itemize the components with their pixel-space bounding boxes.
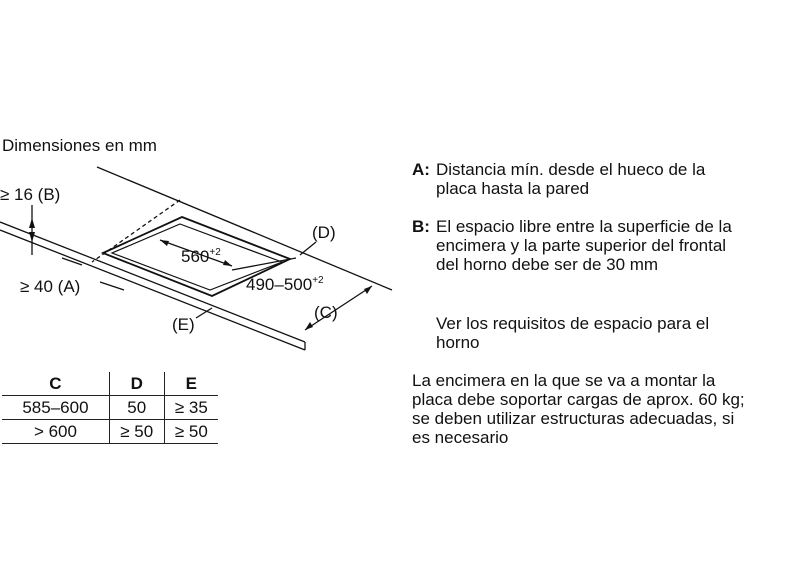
dim-a-tick-right [100, 282, 124, 290]
note-load-line: es necesario [412, 428, 509, 447]
table-row [2, 396, 218, 420]
dim-560-arrow-left [160, 240, 169, 246]
label-d: (D) [312, 223, 336, 242]
note-load-line: La encimera en la que se va a montar la [412, 371, 716, 390]
label-c: (C) [314, 303, 338, 322]
table-header-d: D [109, 372, 164, 396]
table-cell: 585–600 [2, 396, 109, 420]
label-b: ≥ 16 (B) [0, 185, 61, 204]
note-b-line: del horno debe ser de 30 mm [436, 255, 659, 274]
note-a-key: A: [412, 160, 430, 179]
note-b-key: B: [412, 217, 430, 236]
cutout-diagram [0, 0, 420, 360]
note-load-line: placa debe soportar cargas de aprox. 60 kg; [412, 390, 745, 409]
dimension-table [2, 372, 218, 444]
worktop-back-edge [97, 167, 392, 290]
table-header-row [2, 372, 218, 396]
dim-c-arrow-left [305, 322, 313, 330]
note-b-line: El espacio libre entre la superficie de la [436, 217, 732, 236]
note-load-line: se deben utilizar estructuras adecuadas, si [412, 409, 735, 428]
table-header-c: C [2, 372, 109, 396]
note-load [412, 371, 745, 447]
label-a: ≥ 40 (A) [20, 277, 81, 296]
dim-490-line [232, 258, 296, 270]
dim-b-arrow-bottom [29, 232, 35, 242]
table-cell: ≥ 50 [164, 420, 218, 444]
table-cell: ≥ 35 [164, 396, 218, 420]
note-a [412, 160, 705, 198]
label-cutout-depth: $490-500^{+2}$ [246, 275, 324, 294]
dim-560-arrow-right [223, 260, 232, 266]
note-a-line: placa hasta la pared [436, 179, 590, 198]
table-cell: 50 [109, 396, 164, 420]
table-cell: ≥ 50 [109, 420, 164, 444]
note-oven [412, 314, 709, 352]
note-b [412, 217, 732, 274]
table-cell: > 600 [2, 420, 109, 444]
table-row [2, 420, 218, 444]
dim-b-arrow-top [29, 218, 35, 228]
label-cutout-width: $560^{+2}$ [181, 247, 221, 266]
note-a-line: Distancia mín. desde el hueco de la [436, 160, 706, 179]
label-e: (E) [172, 315, 195, 334]
table-header-e: E [164, 372, 218, 396]
note-oven-line: Ver los requisitos de espacio para el [436, 314, 710, 333]
diagram-heading: Dimensiones en mm [2, 136, 157, 155]
dim-c-arrow-right [364, 286, 372, 294]
note-oven-line: horno [436, 333, 480, 352]
note-b-line: encimera y la parte superior del frontal [436, 236, 727, 255]
dim-d-leader [300, 242, 316, 255]
